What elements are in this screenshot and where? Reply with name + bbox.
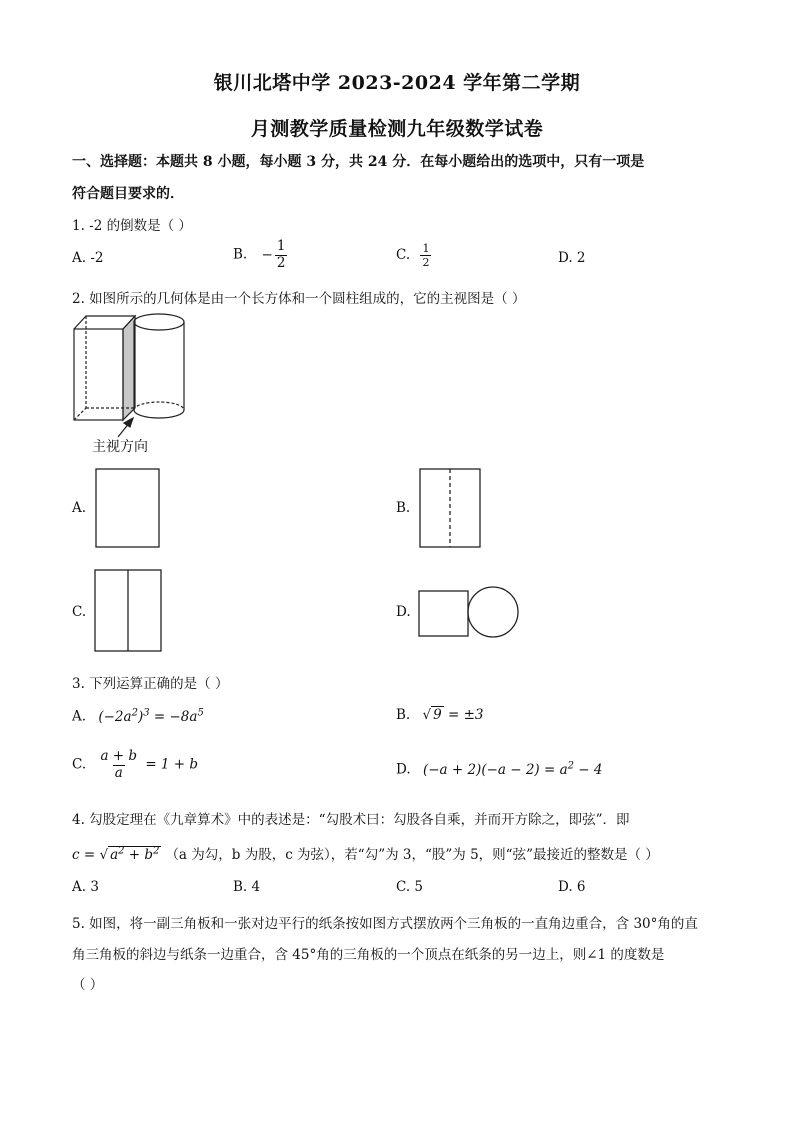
cuboid-hidden-diagonal [74, 408, 86, 420]
q3-option-c-label: C. [72, 756, 87, 773]
q3-a-exp3: 5 [197, 707, 204, 718]
q3-c-rest: = 1 + b [141, 756, 199, 773]
q2-option-c-shape [95, 570, 161, 651]
q3-option-b-expression: √ 9 = ±3 [422, 707, 484, 723]
q2-option-b-shape [420, 469, 480, 547]
q4-option-c: C. 5 [396, 879, 424, 895]
section-heading-line1: 一、选择题：本题共 8 小题，每小题 3 分，共 24 分．在每小题给出的选项中，只有一项是 [72, 154, 645, 170]
cuboid-front-face [74, 329, 123, 420]
q3-option-a [72, 707, 204, 725]
q3-c-denominator: a [114, 764, 123, 781]
q3-option-b-label: B. [396, 707, 411, 723]
q3-a-exp1: 2 [131, 707, 138, 718]
q3-a-part2: ) [137, 708, 144, 725]
q3-option-c-fraction [98, 750, 139, 780]
q4-option-b: B. 4 [233, 879, 261, 895]
q3-a-exp2: 3 [143, 707, 150, 718]
cylinder-top-ellipse [134, 314, 184, 330]
q4-formula-c: c = [72, 847, 100, 863]
q4-option-a: A. 3 [72, 879, 99, 895]
q4-radicand-a: a [110, 847, 119, 863]
q3-d-part1: (−a + 2)(−a − 2) = a [422, 761, 568, 778]
cylinder-shape [134, 314, 184, 418]
q1-option-a: A. -2 [72, 250, 104, 266]
q3-b-rest: = ±3 [443, 707, 484, 723]
q4-option-d: D. 6 [558, 879, 586, 895]
q4-stem-line2-text: （a 为勾，b 为股，c 为弦），若“勾”为 3，“股”为 5，则“弦”最接近的整数是（ ） [165, 847, 659, 863]
q3-option-a-expression [98, 709, 203, 725]
q3-stem: 3. 下列运算正确的是（ ） [72, 676, 229, 692]
q5-stem-line3: （ ） [72, 977, 104, 993]
q2-option-a-label: A. [72, 500, 87, 516]
q2-option-d-label: D. [396, 604, 411, 620]
q3-c-numerator: a + b [100, 748, 138, 764]
q4-formula-sqrt: √ $a^2 + b^2$ [99, 845, 160, 863]
q4-stem-line1: 4. 勾股定理在《九章算术》中的表述是：“勾股术曰：勾股各自乘，并而开方除之，即弦”．即 [72, 812, 630, 828]
q1-option-b-numerator: 1 [276, 238, 286, 254]
q1-option-b-denominator: 2 [276, 254, 286, 271]
cylinder-bottom-back [134, 402, 184, 410]
q1-option-b-label: B. [233, 246, 248, 263]
q1-option-d: D. 2 [558, 250, 586, 266]
q4-radicand-exp-a: 2 [118, 845, 125, 857]
q2-option-a-shape [96, 469, 159, 547]
q3-option-d-label: D. [396, 761, 411, 778]
view-direction-arrow [118, 418, 133, 437]
section-heading-line2: 符合题目要求的． [72, 186, 184, 202]
q3-option-b [396, 707, 484, 723]
q3-option-c [72, 750, 198, 780]
exam-title-line2: 月测教学质量检测九年级数学试卷 [250, 118, 544, 140]
cylinder-bottom-front [134, 410, 184, 418]
q3-a-part3: = −8a [149, 708, 198, 725]
q3-b-radicand: 9 [433, 707, 442, 723]
q4-formula-radicand [108, 846, 161, 863]
q3-a-part1: (−2a [98, 708, 132, 725]
exam-title-line1: 银川北塔中学 2023-2024 学年第二学期 [213, 72, 581, 94]
cuboid-side-face [123, 316, 135, 420]
q4-radicand-exp-b: 2 [153, 845, 160, 857]
q5-stem-line2: 角三角板的斜边与纸条一边重合，含 45°角的三角板的一个顶点在纸条的另一边上，则∠1 的度数是 [72, 947, 665, 963]
q3-option-d-expression [423, 762, 603, 778]
q3-d-exp: 2 [567, 760, 575, 771]
q1-option-c-label: C. [396, 247, 411, 263]
cuboid-shape [74, 316, 135, 420]
q3-option-a-label: A. [72, 708, 87, 725]
q1-option-c-denominator: 2 [422, 256, 430, 269]
q2-option-d-shape [419, 587, 518, 637]
q2-option-c-label: C. [72, 604, 87, 620]
q1-option-b-sign: − [261, 246, 273, 263]
q3-d-tail: − 4 [574, 761, 603, 778]
q3-option-d [396, 760, 603, 778]
q2-stem: 2. 如图所示的几何体是由一个长方体和一个圆柱组成的，它的主视图是（ ） [72, 291, 526, 307]
q4-radicand-b: + b [124, 847, 154, 863]
q2-option-b-label: B. [396, 500, 411, 516]
q5-stem-line1: 5. 如图，将一副三角板和一张对边平行的纸条按如图方式摆放两个三角板的一直角边重合，含 30°角的直 [72, 916, 698, 932]
q1-stem: 1. -2 的倒数是（ ） [72, 218, 192, 234]
q4-stem-line2 [72, 843, 659, 863]
q1-option-c-numerator: 1 [422, 242, 430, 255]
q2-figure-caption: 主视方向 [92, 439, 148, 455]
